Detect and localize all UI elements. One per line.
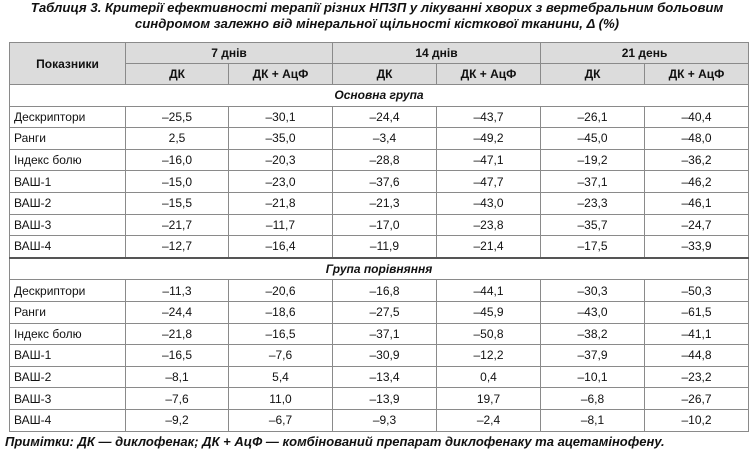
value-cell: –44,8: [645, 345, 749, 367]
value-cell: –37,1: [333, 323, 437, 345]
value-cell: –11,9: [333, 236, 437, 258]
value-cell: –19,2: [541, 149, 645, 171]
data-table: [9, 42, 749, 432]
value-cell: –27,5: [333, 301, 437, 323]
group-row: [10, 258, 749, 280]
value-cell: –11,3: [126, 280, 229, 302]
value-cell: –61,5: [645, 301, 749, 323]
value-cell: –37,1: [541, 171, 645, 193]
value-cell: –40,4: [645, 106, 749, 128]
value-cell: –46,2: [645, 171, 749, 193]
value-cell: 2,5: [126, 128, 229, 150]
subcolumn-header: ДК + АцФ: [645, 64, 749, 85]
row-label: ВАШ-3: [10, 214, 126, 236]
caption-line-1: Таблиця 3. Критерії ефективності терапії різних НПЗП у лікуванні хворих з вертебральним больовим: [30, 0, 724, 15]
row-label: ВАШ-3: [10, 388, 126, 410]
period-header: 14 днів: [333, 43, 541, 64]
table-row: [10, 128, 749, 150]
table-row: [10, 388, 749, 410]
value-cell: –30,3: [541, 280, 645, 302]
value-cell: –46,1: [645, 192, 749, 214]
value-cell: –2,4: [437, 409, 541, 431]
value-cell: –30,1: [229, 106, 333, 128]
value-cell: –21,4: [437, 236, 541, 258]
value-cell: –8,1: [126, 366, 229, 388]
period-header: 7 днів: [126, 43, 333, 64]
value-cell: –35,0: [229, 128, 333, 150]
value-cell: –24,4: [333, 106, 437, 128]
value-cell: –10,1: [541, 366, 645, 388]
table-row: [10, 214, 749, 236]
value-cell: –16,8: [333, 280, 437, 302]
period-header: 21 день: [541, 43, 749, 64]
table-header: [10, 43, 749, 85]
table-row: [10, 345, 749, 367]
value-cell: –16,4: [229, 236, 333, 258]
value-cell: –16,5: [126, 345, 229, 367]
value-cell: –6,7: [229, 409, 333, 431]
value-cell: –30,9: [333, 345, 437, 367]
table-row: [10, 171, 749, 193]
value-cell: –41,1: [645, 323, 749, 345]
value-cell: 19,7: [437, 388, 541, 410]
table-caption: [0, 0, 754, 36]
value-cell: –13,4: [333, 366, 437, 388]
group-row: [10, 85, 749, 107]
value-cell: –23,2: [645, 366, 749, 388]
value-cell: –17,5: [541, 236, 645, 258]
value-cell: 5,4: [229, 366, 333, 388]
value-cell: –23,3: [541, 192, 645, 214]
value-cell: –50,3: [645, 280, 749, 302]
value-cell: –23,8: [437, 214, 541, 236]
value-cell: –7,6: [229, 345, 333, 367]
value-cell: –9,3: [333, 409, 437, 431]
value-cell: –16,0: [126, 149, 229, 171]
value-cell: –50,8: [437, 323, 541, 345]
group-title: Основна група: [10, 85, 749, 107]
value-cell: –49,2: [437, 128, 541, 150]
value-cell: 11,0: [229, 388, 333, 410]
value-cell: –25,5: [126, 106, 229, 128]
row-label: ВАШ-2: [10, 192, 126, 214]
caption-line-2: синдромом залежно від мінеральної щільності кісткової тканини, Δ (%): [134, 16, 620, 31]
value-cell: –6,8: [541, 388, 645, 410]
table-row: [10, 323, 749, 345]
row-header-label: Показники: [10, 43, 126, 85]
value-cell: –15,5: [126, 192, 229, 214]
value-cell: –12,2: [437, 345, 541, 367]
value-cell: –21,7: [126, 214, 229, 236]
value-cell: –24,7: [645, 214, 749, 236]
table-row: [10, 236, 749, 258]
value-cell: –28,8: [333, 149, 437, 171]
subcolumn-header: ДК: [333, 64, 437, 85]
value-cell: –38,2: [541, 323, 645, 345]
value-cell: –37,9: [541, 345, 645, 367]
value-cell: –17,0: [333, 214, 437, 236]
row-label: Індекс болю: [10, 149, 126, 171]
value-cell: –9,2: [126, 409, 229, 431]
value-cell: –45,0: [541, 128, 645, 150]
value-cell: –11,7: [229, 214, 333, 236]
value-cell: –7,6: [126, 388, 229, 410]
subcolumn-header: ДК + АцФ: [229, 64, 333, 85]
value-cell: –45,9: [437, 301, 541, 323]
value-cell: –10,2: [645, 409, 749, 431]
value-cell: –24,4: [126, 301, 229, 323]
value-cell: –23,0: [229, 171, 333, 193]
subcolumn-header: ДК + АцФ: [437, 64, 541, 85]
value-cell: –47,1: [437, 149, 541, 171]
row-label: Індекс болю: [10, 323, 126, 345]
value-cell: –21,8: [126, 323, 229, 345]
row-label: ВАШ-1: [10, 171, 126, 193]
value-cell: –8,1: [541, 409, 645, 431]
row-label: Дескриптори: [10, 280, 126, 302]
table-row: [10, 280, 749, 302]
value-cell: –43,0: [541, 301, 645, 323]
value-cell: –18,6: [229, 301, 333, 323]
row-label: Дескриптори: [10, 106, 126, 128]
row-label: ВАШ-2: [10, 366, 126, 388]
value-cell: –20,3: [229, 149, 333, 171]
value-cell: –37,6: [333, 171, 437, 193]
value-cell: –13,9: [333, 388, 437, 410]
value-cell: –3,4: [333, 128, 437, 150]
value-cell: –15,0: [126, 171, 229, 193]
value-cell: –44,1: [437, 280, 541, 302]
subcolumn-header: ДК: [541, 64, 645, 85]
footnote: Примітки: ДК — диклофенак; ДК + АцФ — комбінований препарат диклофенаку та ацетамінофену.: [5, 434, 665, 449]
table-body: [10, 85, 749, 432]
table-row: [10, 409, 749, 431]
row-label: Ранги: [10, 128, 126, 150]
table-row: [10, 106, 749, 128]
row-label: Ранги: [10, 301, 126, 323]
table-row: [10, 149, 749, 171]
value-cell: –43,7: [437, 106, 541, 128]
value-cell: –35,7: [541, 214, 645, 236]
table-row: [10, 366, 749, 388]
value-cell: –26,1: [541, 106, 645, 128]
row-label: ВАШ-1: [10, 345, 126, 367]
row-label: ВАШ-4: [10, 236, 126, 258]
group-title: Група порівняння: [10, 258, 749, 280]
value-cell: –47,7: [437, 171, 541, 193]
table-row: [10, 192, 749, 214]
value-cell: –20,6: [229, 280, 333, 302]
value-cell: –12,7: [126, 236, 229, 258]
value-cell: 0,4: [437, 366, 541, 388]
value-cell: –21,3: [333, 192, 437, 214]
subcolumn-header: ДК: [126, 64, 229, 85]
value-cell: –16,5: [229, 323, 333, 345]
value-cell: –33,9: [645, 236, 749, 258]
table-row: [10, 301, 749, 323]
value-cell: –48,0: [645, 128, 749, 150]
value-cell: –36,2: [645, 149, 749, 171]
value-cell: –26,7: [645, 388, 749, 410]
value-cell: –43,0: [437, 192, 541, 214]
value-cell: –21,8: [229, 192, 333, 214]
row-label: ВАШ-4: [10, 409, 126, 431]
